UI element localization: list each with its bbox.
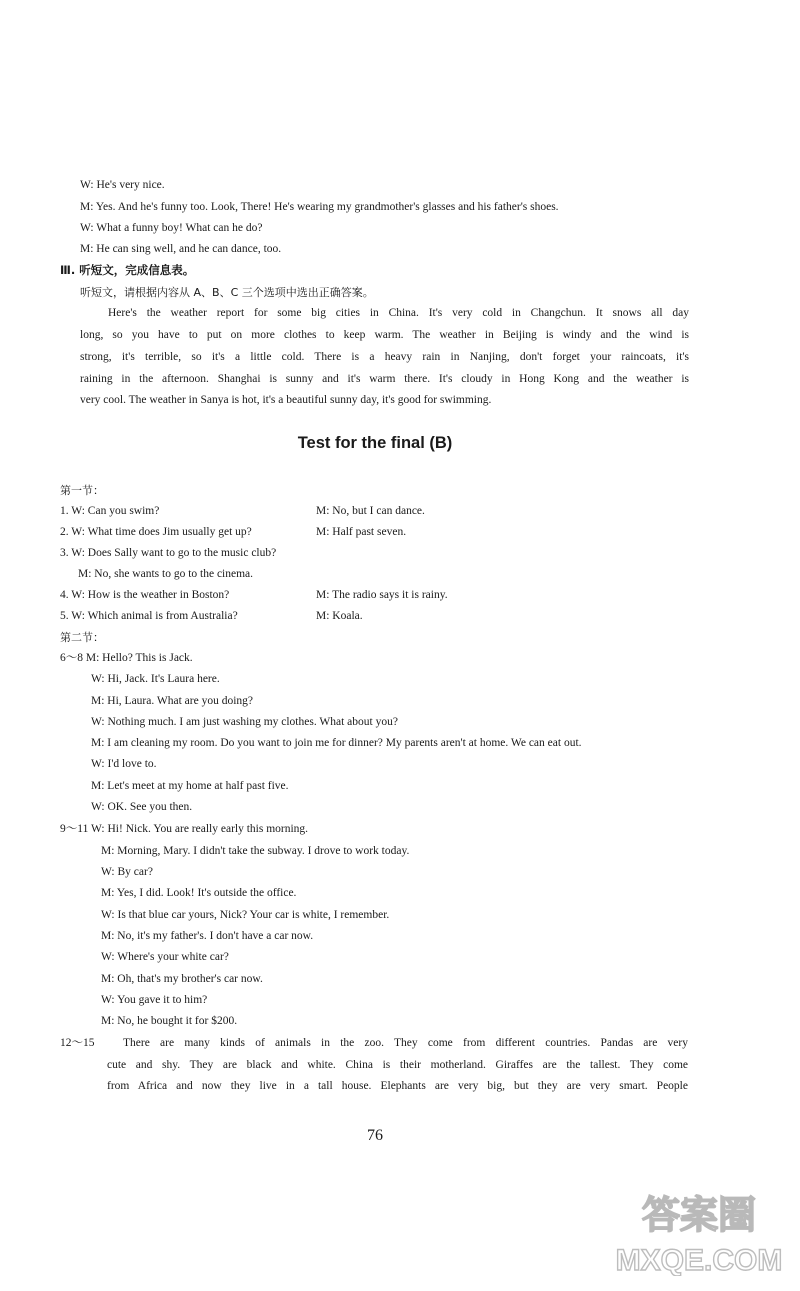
dialog-line: W: Where's your white car? (101, 951, 229, 963)
part-label: 第一节： (60, 484, 104, 497)
answer-line: M: Half past seven. (316, 526, 407, 538)
test-title: Test for the final (B) (297, 434, 453, 452)
answer-line: M: No, she wants to go to the cinema. (78, 568, 254, 580)
passage-line: very cool. The weather in Sanya is hot, it's a beautiful sunny day, it's good for swimming. (80, 394, 492, 406)
question-line: 1. W: Can you swim? (60, 505, 160, 517)
dialog-line: W: Nothing much. I am just washing my clothes. What about you? (91, 716, 398, 728)
section-heading: Ⅲ. 听短文，完成信息表。 (60, 263, 195, 277)
answer-line: M: Koala. (316, 610, 363, 622)
dialog-line: W: What a funny boy! What can he do? (80, 222, 263, 234)
dialog-line: M: Morning, Mary. I didn't take the subway. I drove to work today. (101, 845, 410, 857)
dialog-line: M: Hi, Laura. What are you doing? (91, 695, 254, 707)
dialog-line: M: Oh, that's my brother's car now. (101, 973, 263, 985)
dialog-line: M: Let's meet at my home at half past five. (91, 780, 289, 792)
passage-line: raining in the afternoon. Shanghai is sunny and it's warm there. It's cloudy in Hong Kong and the weather is (80, 373, 689, 385)
dialog-line: W: By car? (101, 866, 153, 878)
dialog-line: M: He can sing well, and he can dance, too. (80, 243, 282, 255)
passage-line: strong, it's terrible, so it's a little cold. There is a heavy rain in Nanjing, don't forget your raincoats, it's (80, 351, 689, 363)
section-instruction: 听短文，请根据内容从 A、B、C 三个选项中选出正确答案。 (80, 286, 374, 299)
passage-line: from Africa and now they live in a tall house. Elephants are very big, but they are very smart. People (107, 1080, 688, 1092)
dialog-line: M: No, it's my father's. I don't have a car now. (101, 930, 314, 942)
dialog-line: W: Is that blue car yours, Nick? Your car is white, I remember. (101, 909, 390, 921)
answer-line: M: The radio says it is rainy. (316, 589, 448, 601)
dialog-line: M: Yes. And he's funny too. Look, There! He's wearing my grandmother's glasses and his father's shoes. (80, 201, 559, 213)
passage-line: There are many kinds of animals in the zoo. They come from different countries. Pandas are very (123, 1037, 688, 1049)
question-line: 3. W: Does Sally want to go to the music club? (60, 547, 277, 559)
passage-line: cute and shy. They are black and white. China is their motherland. Giraffes are the tallest. They come (107, 1059, 688, 1071)
passage-line: Here's the weather report for some big cities in China. It's very cold in Changchun. It snows all day (108, 307, 689, 319)
dialog-line: W: He's very nice. (80, 179, 165, 191)
question-line: 5. W: Which animal is from Australia? (60, 610, 238, 622)
watermark-logo (614, 1184, 784, 1276)
answer-line: M: No, but I can dance. (316, 505, 425, 517)
dialog-line: W: I'd love to. (91, 758, 157, 770)
dialog-line: 9～11 W: Hi! Nick. You are really early this morning. (60, 823, 309, 835)
question-line: 4. W: How is the weather in Boston? (60, 589, 230, 601)
dialog-line: M: Yes, I did. Look! It's outside the office. (101, 887, 297, 899)
dialog-line: M: No, he bought it for $200. (101, 1015, 238, 1027)
dialog-line: W: You gave it to him? (101, 994, 208, 1006)
page-number: 76 (367, 1127, 383, 1144)
svg-text:MXQE.COM: MXQE.COM (615, 1244, 783, 1276)
part-label: 第二节： (60, 631, 104, 644)
passage-label: 12～15 (60, 1037, 95, 1049)
dialog-line: W: Hi, Jack. It's Laura here. (91, 673, 220, 685)
question-line: 2. W: What time does Jim usually get up? (60, 526, 252, 538)
passage-line: long, so you have to put on more clothes to keep warm. The weather in Beijing is windy and the wind is (80, 329, 689, 341)
dialog-line: W: OK. See you then. (91, 801, 193, 813)
svg-text:答案圈: 答案圈 (641, 1193, 757, 1237)
dialog-line: M: I am cleaning my room. Do you want to join me for dinner? My parents aren't at home. We can eat out. (91, 737, 582, 749)
dialog-line: 6～8 M: Hello? This is Jack. (60, 652, 193, 664)
